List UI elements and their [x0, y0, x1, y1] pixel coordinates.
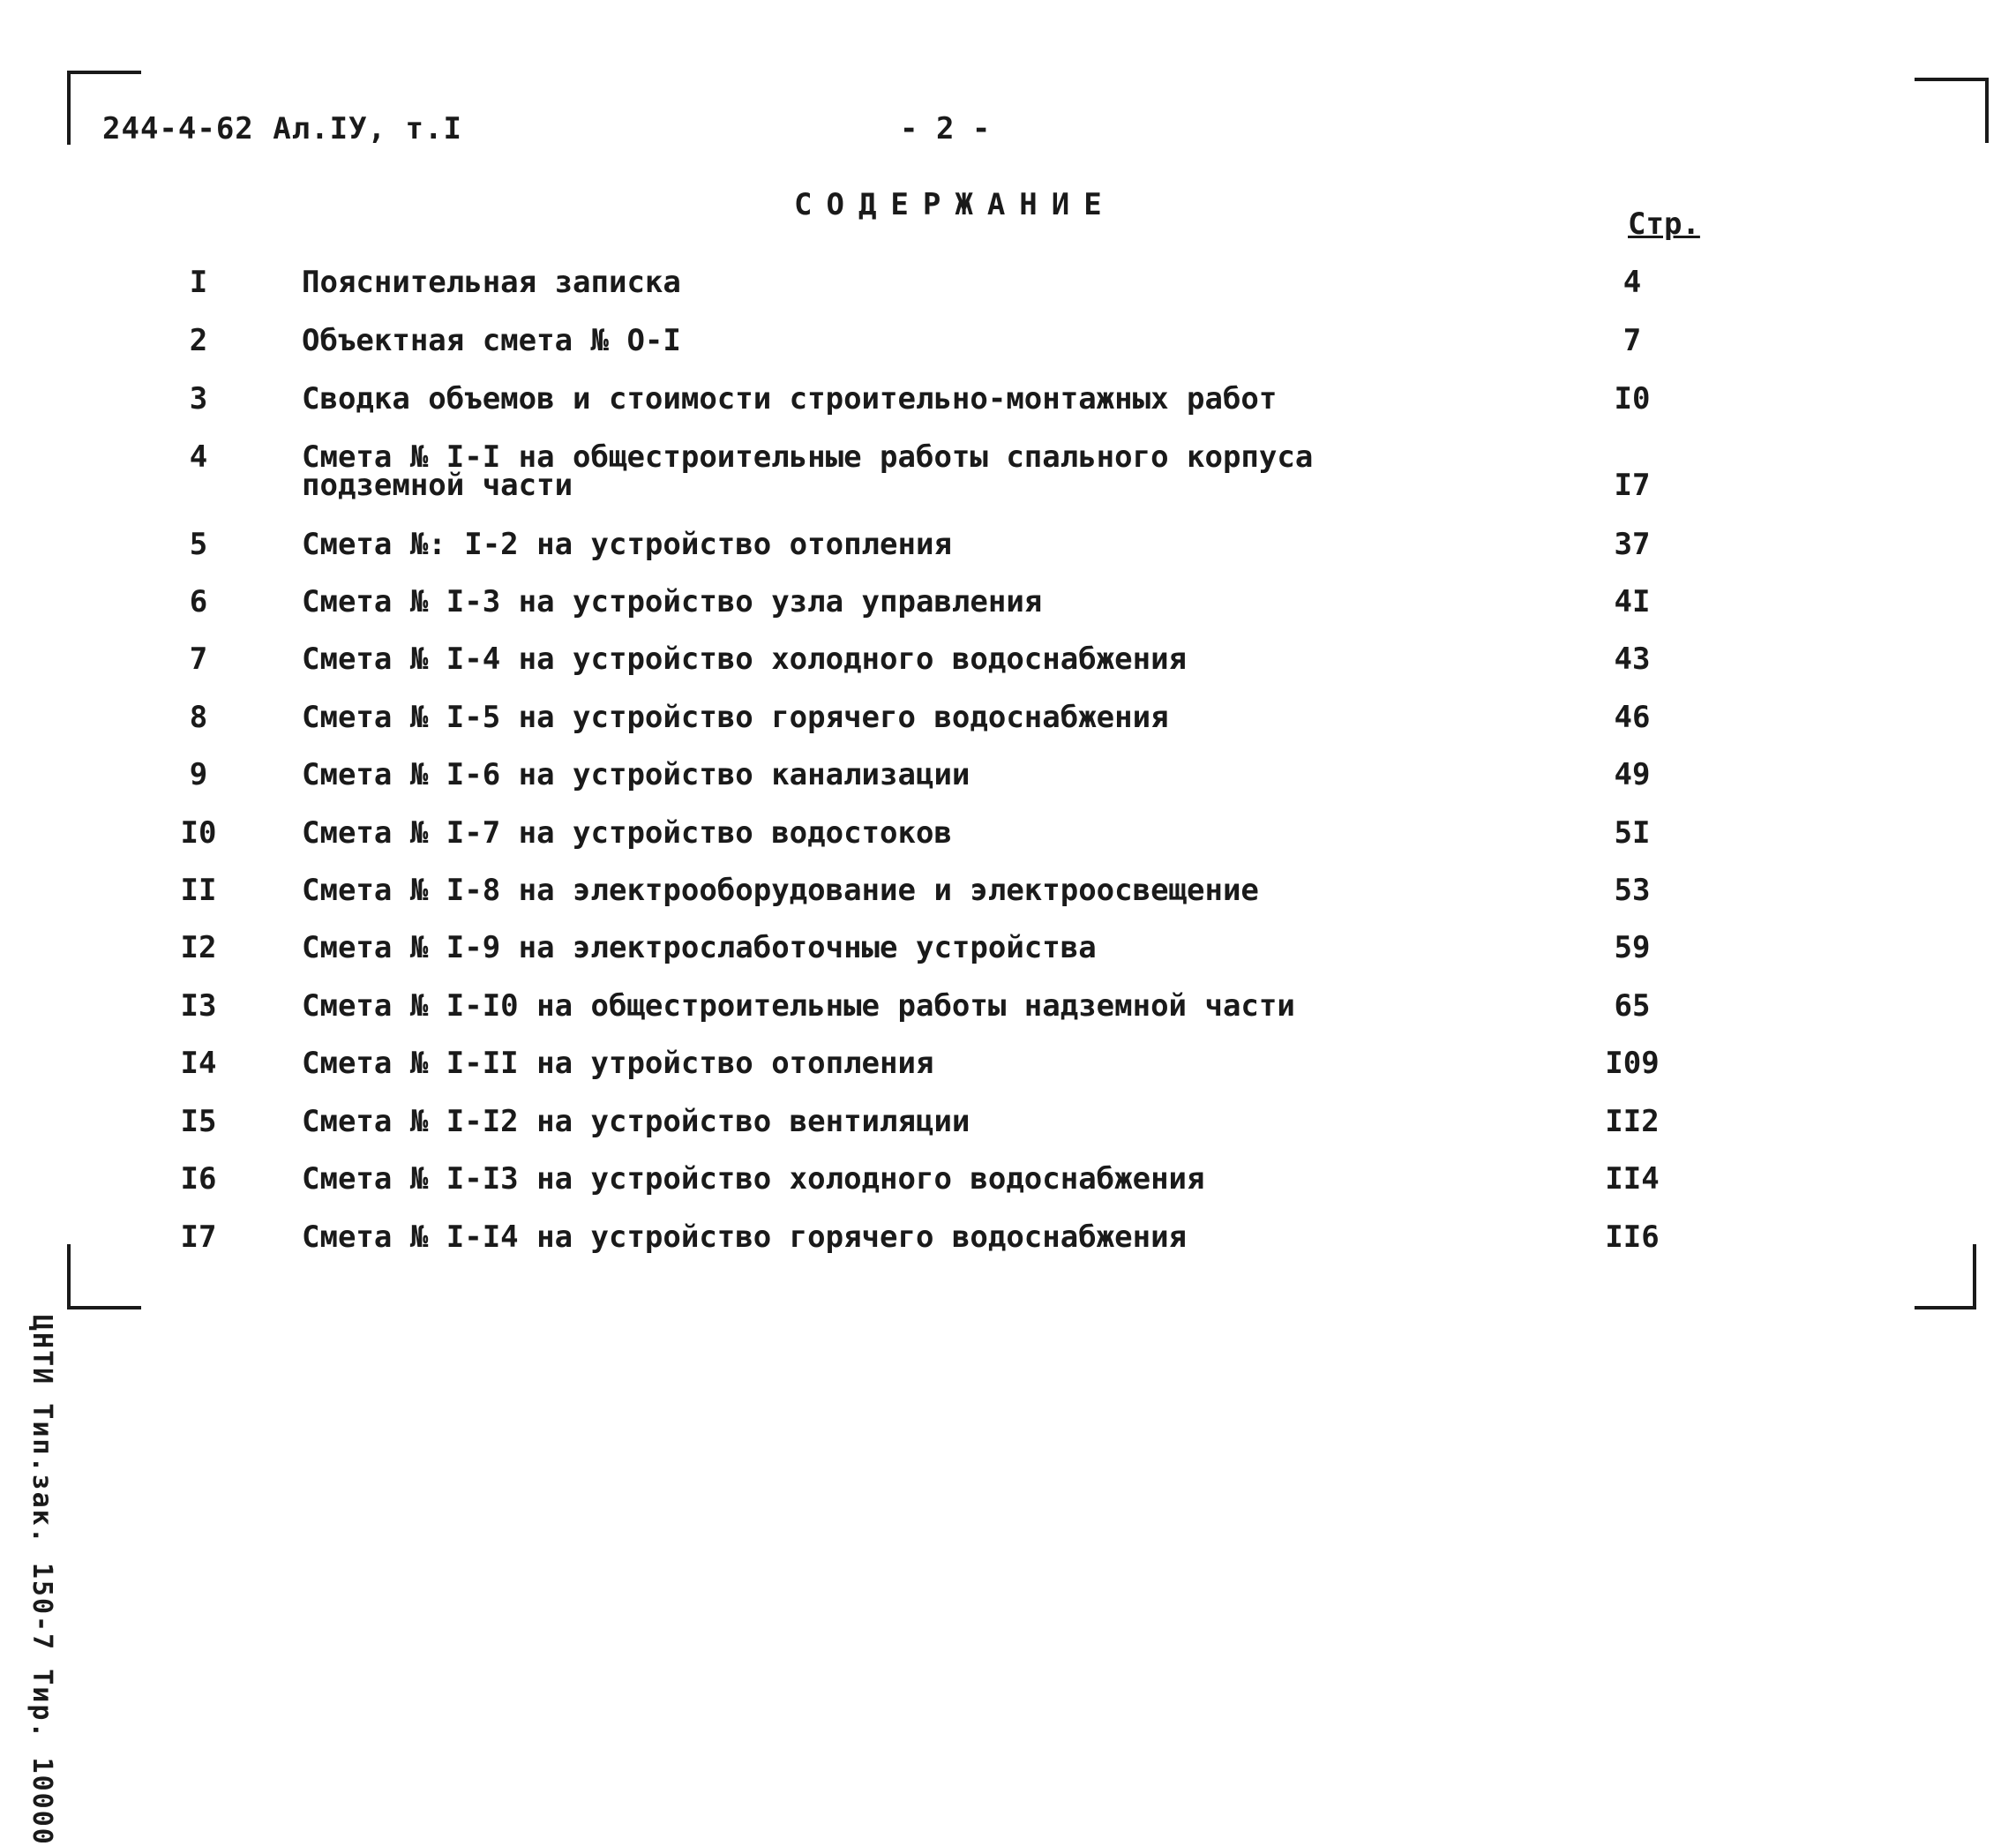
toc-row-number: 9 — [189, 757, 208, 792]
toc-row-title: Смета № I-I0 на общестроительные работы надземной части — [302, 988, 1295, 1024]
toc-row-title: Смета № I-I3 на устройство холодного водоснабжения — [302, 1161, 1205, 1197]
toc-row-page: I0 — [1614, 381, 1651, 416]
toc-row-title — [302, 441, 1625, 501]
toc-row-number: 2 — [189, 323, 208, 358]
toc-row-number: 3 — [189, 381, 208, 416]
toc-row — [0, 1106, 2016, 1159]
toc-title: СОДЕРЖАНИЕ — [794, 187, 1116, 222]
toc-row-title: Пояснительная записка — [302, 265, 681, 300]
toc-row-number: I — [189, 265, 208, 300]
toc-row-title: Смета № I-7 на устройство водостоков — [302, 815, 952, 851]
toc-row-page: 4 — [1623, 265, 1642, 300]
toc-row-page: II2 — [1605, 1104, 1660, 1139]
toc-row — [0, 990, 2016, 1043]
toc-row-page: 37 — [1614, 527, 1651, 562]
toc-row-number: I5 — [180, 1104, 217, 1139]
toc-row-number: II — [180, 873, 217, 908]
toc-row-title: Объектная смета № О-I — [302, 323, 681, 358]
toc-row-page: 5I — [1614, 815, 1651, 851]
toc-row — [0, 1221, 2016, 1274]
toc-row-number: 4 — [189, 439, 208, 475]
toc-row-number: 6 — [189, 584, 208, 619]
printer-stamp: ЦНТИ Тип.зак. 150-7 Тир. 10000 — [26, 1315, 57, 1846]
toc-row-title: Смета № I-3 на устройство узла управления — [302, 584, 1043, 619]
toc-row-title: Смета № I-9 на электрослаботочные устройства — [302, 930, 1097, 965]
toc-row-title-line1: Смета № I-I на общестроительные работы спального корпуса — [302, 439, 1314, 475]
toc-row-title: Смета № I-6 на устройство канализации — [302, 757, 971, 792]
toc-row — [0, 383, 2016, 436]
toc-row-title: Смета № I-II на утройство отопления — [302, 1046, 934, 1081]
toc-row-title: Смета № I-4 на устройство холодного водоснабжения — [302, 642, 1188, 677]
toc-row — [0, 932, 2016, 985]
toc-row-page: 49 — [1614, 757, 1651, 792]
toc-row — [0, 441, 2016, 512]
toc-row — [0, 702, 2016, 754]
toc-row-title: Сводка объемов и стоимости строительно-монтажных работ — [302, 381, 1278, 416]
page-number: - 2 - — [900, 111, 991, 146]
toc-row — [0, 266, 2016, 319]
toc-row-title: Смета № I-I4 на устройство горячего водоснабжения — [302, 1219, 1188, 1255]
toc-row — [0, 325, 2016, 378]
toc-row-title: Смета № I-5 на устройство горячего водоснабжения — [302, 700, 1169, 735]
toc-row-title: Смета № I-8 на электрооборудование и электроосвещение — [302, 873, 1259, 908]
toc-row — [0, 529, 2016, 582]
toc-row-page: 59 — [1614, 930, 1651, 965]
toc-row-number: I3 — [180, 988, 217, 1024]
toc-row-page: I7 — [1614, 468, 1651, 503]
toc-row-page: 43 — [1614, 642, 1651, 677]
toc-row — [0, 586, 2016, 639]
toc-row-page: 46 — [1614, 700, 1651, 735]
toc-row — [0, 1163, 2016, 1216]
toc-row-number: I2 — [180, 930, 217, 965]
toc-row-number: 7 — [189, 642, 208, 677]
toc-row — [0, 874, 2016, 927]
toc-row-page: 53 — [1614, 873, 1651, 908]
toc-row — [0, 759, 2016, 812]
toc-row-page: II6 — [1605, 1219, 1660, 1255]
toc-row-title-line2: подземной части — [302, 468, 573, 503]
toc-row-page: I09 — [1605, 1046, 1660, 1081]
toc-row-page: 4I — [1614, 584, 1651, 619]
toc-row-page: 65 — [1614, 988, 1651, 1024]
toc-row-title: Смета № I-I2 на устройство вентиляции — [302, 1104, 971, 1139]
document-code: 244-4-62 Ал.IУ, т.I — [102, 111, 462, 146]
toc-row-page: II4 — [1605, 1161, 1660, 1197]
page-column-header: Стр. — [1628, 206, 1700, 242]
toc-row — [0, 1047, 2016, 1100]
toc-row-page: 7 — [1623, 323, 1642, 358]
toc-row — [0, 817, 2016, 870]
toc-row-number: I7 — [180, 1219, 217, 1255]
toc-row-number: I6 — [180, 1161, 217, 1197]
toc-row-number: I0 — [180, 815, 217, 851]
toc-row-number: 8 — [189, 700, 208, 735]
toc-row-title: Смета №: I-2 на устройство отопления — [302, 527, 952, 562]
toc-row-number: 5 — [189, 527, 208, 562]
toc-row — [0, 643, 2016, 696]
toc-row-number: I4 — [180, 1046, 217, 1081]
